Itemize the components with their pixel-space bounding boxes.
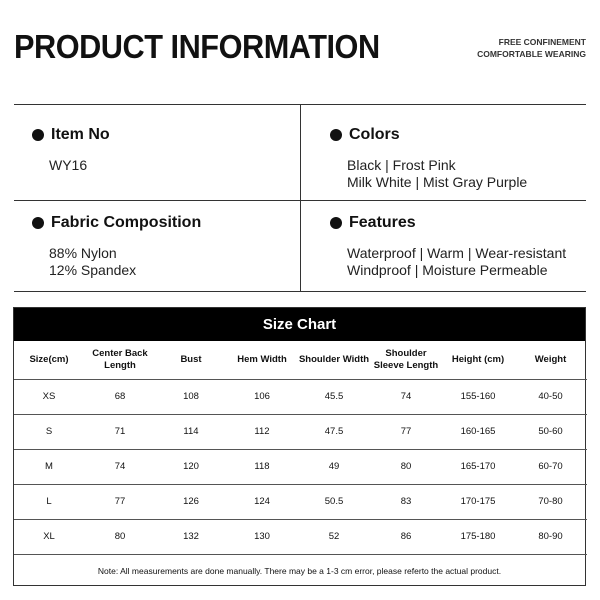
- item-no-section: [32, 126, 110, 174]
- tagline: [477, 36, 586, 60]
- table-cell: 50-60: [514, 414, 587, 449]
- info-vertical-divider: [300, 105, 301, 291]
- colors-line-1: Black | Frost Pink: [347, 157, 456, 173]
- table-cell: 170-175: [442, 484, 514, 519]
- features-line-2: Windproof | Moisture Permeable: [347, 261, 548, 278]
- table-cell: 114: [156, 414, 226, 449]
- fabric-label: Fabric Composition: [51, 214, 202, 231]
- features-label: Features: [349, 214, 416, 231]
- table-cell: 165-170: [442, 449, 514, 484]
- column-header: Bust: [156, 341, 226, 379]
- table-cell: 70-80: [514, 484, 587, 519]
- table-cell: XS: [14, 379, 84, 414]
- table-row: [14, 379, 587, 414]
- fabric-section: [32, 214, 201, 278]
- table-cell: 155-160: [442, 379, 514, 414]
- table-row: [14, 449, 587, 484]
- table-cell: 86: [370, 519, 442, 554]
- features-section: [330, 214, 566, 278]
- table-cell: 40-50: [514, 379, 587, 414]
- bullet-icon: [32, 217, 44, 229]
- table-row: [14, 484, 587, 519]
- table-row: [14, 519, 587, 554]
- table-cell: 175-180: [442, 519, 514, 554]
- size-table-header-row: [14, 341, 587, 379]
- item-no-value: WY16: [49, 157, 88, 173]
- colors-label: Colors: [349, 126, 400, 143]
- table-cell: 45.5: [298, 379, 370, 414]
- item-no-label: Item No: [51, 126, 110, 143]
- fabric-line-2: 12% Spandex: [49, 261, 137, 278]
- table-row: [14, 414, 587, 449]
- table-cell: M: [14, 449, 84, 484]
- tagline-line-2: COMFORTABLE WEARING: [477, 49, 586, 59]
- column-header: Center Back Length: [84, 341, 156, 379]
- table-cell: 49: [298, 449, 370, 484]
- table-cell: 80: [370, 449, 442, 484]
- table-cell: 106: [226, 379, 298, 414]
- table-cell: 60-70: [514, 449, 587, 484]
- table-cell: 112: [226, 414, 298, 449]
- features-line-1: Waterproof | Warm | Wear-resistant: [347, 245, 567, 261]
- table-cell: 74: [370, 379, 442, 414]
- column-header: Weight: [514, 341, 587, 379]
- table-cell: 77: [370, 414, 442, 449]
- table-cell: 130: [226, 519, 298, 554]
- table-cell: 108: [156, 379, 226, 414]
- table-cell: 52: [298, 519, 370, 554]
- table-cell: 118: [226, 449, 298, 484]
- measurement-note: Note: All measurements are done manually. There may be a 1-3 cm error, please referto the actual product.: [97, 566, 502, 576]
- table-cell: XL: [14, 519, 84, 554]
- bullet-icon: [330, 129, 342, 141]
- table-cell: 47.5: [298, 414, 370, 449]
- table-cell: 68: [84, 379, 156, 414]
- table-cell: 74: [84, 449, 156, 484]
- product-info-panel: [14, 104, 586, 292]
- column-header: Hem Width: [226, 341, 298, 379]
- table-cell: 71: [84, 414, 156, 449]
- table-cell: 77: [84, 484, 156, 519]
- bullet-icon: [330, 217, 342, 229]
- table-cell: 83: [370, 484, 442, 519]
- info-horizontal-divider: [14, 200, 586, 201]
- table-cell: 50.5: [298, 484, 370, 519]
- table-cell: 126: [156, 484, 226, 519]
- page-title: PRODUCT INFORMATION: [14, 28, 380, 65]
- table-cell: 80-90: [514, 519, 587, 554]
- fabric-line-1: 88% Nylon: [49, 245, 117, 261]
- size-table: [14, 341, 587, 555]
- table-cell: S: [14, 414, 84, 449]
- table-cell: 120: [156, 449, 226, 484]
- table-cell: 160-165: [442, 414, 514, 449]
- table-cell: 80: [84, 519, 156, 554]
- size-chart-title: Size Chart: [14, 308, 585, 341]
- tagline-line-1: FREE CONFINEMENT: [498, 37, 586, 47]
- table-cell: L: [14, 484, 84, 519]
- colors-section: [330, 126, 527, 190]
- column-header: Size(cm): [14, 341, 84, 379]
- colors-line-2: Milk White | Mist Gray Purple: [347, 173, 528, 190]
- column-header: Shoulder Width: [298, 341, 370, 379]
- bullet-icon: [32, 129, 44, 141]
- table-cell: 132: [156, 519, 226, 554]
- column-header: Shoulder Sleeve Length: [370, 341, 442, 379]
- size-chart: [13, 307, 586, 586]
- table-cell: 124: [226, 484, 298, 519]
- column-header: Height (cm): [442, 341, 514, 379]
